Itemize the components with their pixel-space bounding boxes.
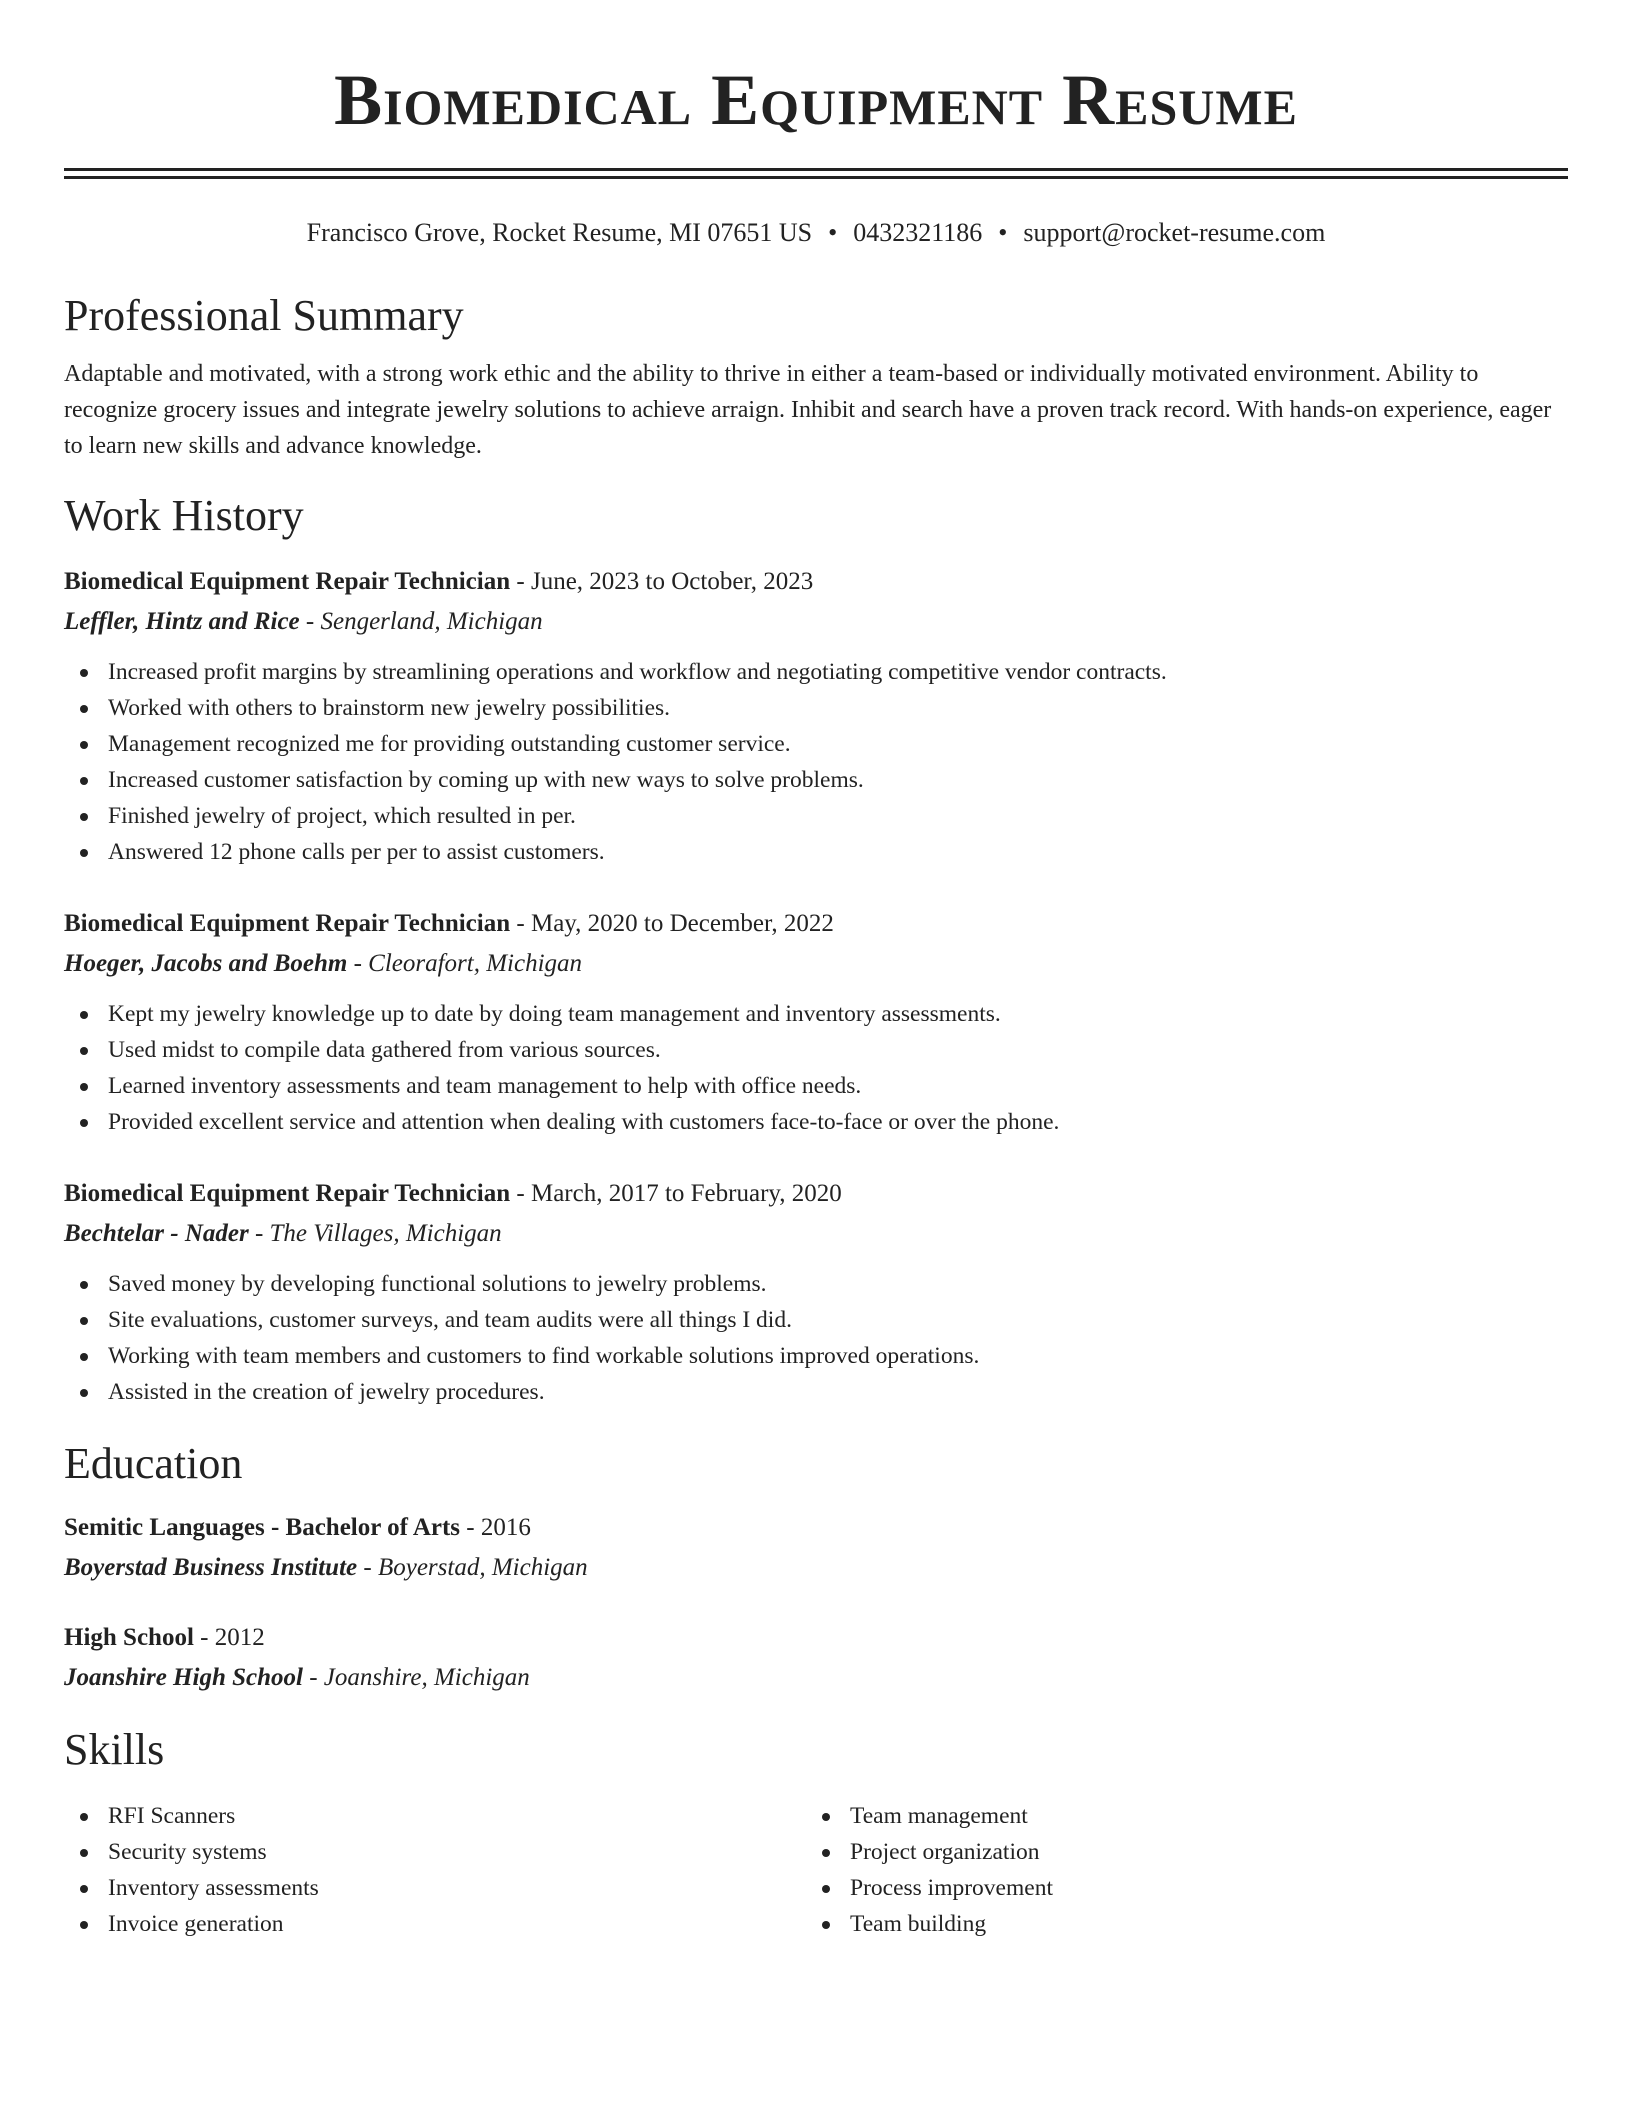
skill-item: Inventory assessments [64, 1870, 806, 1906]
education-degree-line [64, 1508, 1568, 1548]
contact-email: support@rocket-resume.com [1023, 218, 1326, 247]
education-year: - 2012 [193, 1624, 265, 1651]
list-item: Site evaluations, customer surveys, and team audits were all things I did. [64, 1302, 1568, 1338]
job-title: Biomedical Equipment Repair Technician [64, 910, 511, 937]
list-item: Learned inventory assessments and team management to help with office needs. [64, 1068, 1568, 1104]
contact-address: Francisco Grove, Rocket Resume, MI 07651 US [306, 218, 813, 247]
education-entry [64, 1508, 1568, 1588]
title-divider [64, 168, 1568, 179]
job-entry [64, 904, 1568, 1140]
list-item: Working with team members and customers to find workable solutions improved operations. [64, 1338, 1568, 1374]
job-company-line [64, 602, 1568, 642]
job-title-line [64, 1174, 1568, 1214]
resume-title: Biomedical Equipment Resume [334, 60, 1298, 140]
job-company-line [64, 1214, 1568, 1254]
skill-item: Project organization [806, 1834, 1548, 1870]
education-degree: High School [64, 1624, 194, 1651]
contact-separator: • [828, 218, 838, 247]
education-location: - Joanshire, Michigan [302, 1664, 530, 1691]
job-company: Hoeger, Jacobs and Boehm [64, 950, 348, 977]
job-company: Leffler, Hintz and Rice [64, 608, 300, 635]
skill-item: Team building [806, 1906, 1548, 1942]
job-dates: - March, 2017 to February, 2020 [510, 1180, 842, 1207]
summary-heading: Professional Summary [64, 291, 464, 340]
list-item: Kept my jewelry knowledge up to date by doing team management and inventory assessments. [64, 996, 1568, 1032]
contact-separator: • [998, 218, 1008, 247]
education-school-line [64, 1548, 1568, 1588]
job-entry [64, 1174, 1568, 1410]
summary-text: Adaptable and motivated, with a strong work ethic and the ability to thrive in either a team-based or individually motivated environment. Ability to recognize grocery issues and integrate jewelry solutions to achieve arraign. Inhibit and search have a proven track record. With hands-on experience, eager to learn new skills and advance knowledge. [64, 361, 1552, 459]
list-item: Increased profit margins by streamlining operations and workflow and negotiating competitive vendor contracts. [64, 654, 1568, 690]
skills-grid [64, 1798, 1568, 1942]
job-dates: - May, 2020 to December, 2022 [510, 910, 834, 937]
education-school: Joanshire High School [64, 1664, 303, 1691]
education-entry [64, 1618, 1568, 1698]
list-item: Worked with others to brainstorm new jewelry possibilities. [64, 690, 1568, 726]
list-item: Used midst to compile data gathered from various sources. [64, 1032, 1568, 1068]
job-title: Biomedical Equipment Repair Technician [64, 1180, 511, 1207]
education-heading: Education [64, 1439, 243, 1488]
job-company: Bechtelar - Nader [64, 1220, 249, 1247]
list-item: Finished jewelry of project, which resulted in per. [64, 798, 1568, 834]
education-year: - 2016 [460, 1514, 531, 1541]
education-degree-line [64, 1618, 1568, 1658]
list-item: Assisted in the creation of jewelry procedures. [64, 1374, 1568, 1410]
education-location: - Boyerstad, Michigan [357, 1554, 588, 1581]
skill-item: Security systems [64, 1834, 806, 1870]
list-item: Management recognized me for providing outstanding customer service. [64, 726, 1568, 762]
list-item: Saved money by developing functional solutions to jewelry problems. [64, 1266, 1568, 1302]
education-degree: Semitic Languages - Bachelor of Arts [64, 1514, 461, 1541]
skills-heading: Skills [64, 1725, 165, 1774]
job-bullets [64, 996, 1568, 1140]
contact-phone: 0432321186 [853, 218, 983, 247]
skills-column-left [64, 1798, 806, 1942]
job-location: - Cleorafort, Michigan [347, 950, 583, 977]
skill-item: Team management [806, 1798, 1548, 1834]
job-title-line [64, 562, 1568, 602]
job-title-line [64, 904, 1568, 944]
skills-column-right [806, 1798, 1548, 1942]
job-location: - The Villages, Michigan [248, 1220, 502, 1247]
job-entry [64, 562, 1568, 870]
job-dates: - June, 2023 to October, 2023 [510, 568, 814, 595]
job-bullets [64, 654, 1568, 870]
job-location: - Sengerland, Michigan [299, 608, 543, 635]
job-company-line [64, 944, 1568, 984]
job-bullets [64, 1266, 1568, 1410]
list-item: Provided excellent service and attention when dealing with customers face-to-face or over the phone. [64, 1104, 1568, 1140]
list-item: Increased customer satisfaction by coming up with new ways to solve problems. [64, 762, 1568, 798]
skill-item: Invoice generation [64, 1906, 806, 1942]
work-history-heading: Work History [64, 491, 304, 540]
job-title: Biomedical Equipment Repair Technician [64, 568, 511, 595]
skill-item: Process improvement [806, 1870, 1548, 1906]
list-item: Answered 12 phone calls per per to assist customers. [64, 834, 1568, 870]
education-school: Boyerstad Business Institute [64, 1554, 358, 1581]
education-school-line [64, 1658, 1568, 1698]
skill-item: RFI Scanners [64, 1798, 806, 1834]
contact-line [64, 216, 1568, 250]
